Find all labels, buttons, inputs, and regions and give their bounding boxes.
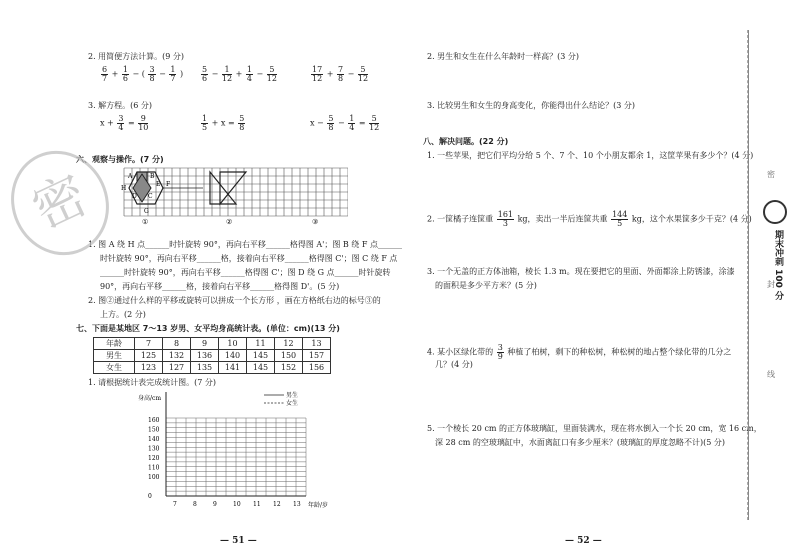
y-tick-label: 130 <box>148 445 160 453</box>
grid-label-g: G <box>144 208 149 215</box>
watermark-seal: 密 <box>0 135 126 272</box>
x-tick-label: 7 <box>173 501 177 508</box>
legend-boys: 男生 <box>286 392 299 399</box>
table-cell: 156 <box>303 362 331 374</box>
section-6-title: 六、观察与操作。(7 分) <box>76 155 164 164</box>
q2-title: 2. 用简便方法计算。(9 分) <box>88 52 185 61</box>
grid-label-f: F <box>166 181 171 188</box>
table-row <box>94 350 331 362</box>
q3-eq-2: $\frac{1}{5}$ + x = $\frac{5}{8}$ <box>202 114 245 132</box>
brand-text: 期末冲刺 100 分 <box>773 230 783 301</box>
grid-num-1: ① <box>142 218 149 226</box>
grid-num-3: ③ <box>312 218 319 226</box>
table-cell: 男生 <box>94 350 135 362</box>
shape-triangle-right <box>220 172 246 204</box>
q2-expr-1: $\frac{6}{7}$ + $\frac{1}{6}$ − ( $\frac{3}{8}$ − $\frac{1}{7}$ ) <box>102 65 184 83</box>
y-tick-label: 110 <box>148 464 160 472</box>
grid-label-e: E <box>156 181 161 188</box>
grid-label-h: H <box>121 185 127 192</box>
shape-triangle-left <box>210 172 236 204</box>
brand-logo <box>759 200 787 350</box>
grid-label-a: A <box>128 173 133 180</box>
problem-5-line2: 深 28 cm 的空玻璃缸中，水面离缸口有多少厘米？(玻璃缸的厚度忽略不计)(5 分) <box>435 438 725 447</box>
s6-q1-line2: 时针旋转 90°，再向右平移______格，接着向右平移______格得图 C'；图 C 绕 F 点 <box>100 254 398 263</box>
table-header-row <box>94 338 331 350</box>
s6-q1-line3: ______时针旋转 90°，再向右平移______格得图 C'；图 D 绕 G 点______时针旋转 <box>100 268 391 277</box>
table-cell: 127 <box>163 362 191 374</box>
problem-1: 1. 一些苹果，把它们平均分给 5 个、7 个、10 个小朋友都余 1，这筐苹果有多少个？(4 分) <box>427 151 754 160</box>
x-tick-label: 11 <box>253 501 261 508</box>
table-cell: 145 <box>247 350 275 362</box>
logo-icon <box>763 200 787 224</box>
s6-q2-line2: 上方。(2 分) <box>100 310 146 319</box>
table-cell: 12 <box>275 338 303 350</box>
q2-expr-2: $\frac{5}{6}$ − $\frac{1}{12}$ + $\frac{1}{4}$ − $\frac{5}{12}$ <box>202 65 277 83</box>
table-cell: 10 <box>219 338 247 350</box>
s6-q1-line1: 1. 图 A 绕 H 点______时针旋转 90°，再向右平移______格得图 A'；图 B 绕 F 点______ <box>88 240 402 249</box>
y-tick-label: 150 <box>148 426 160 434</box>
table-cell: 年龄 <box>94 338 135 350</box>
x-tick-label: 13 <box>293 501 301 508</box>
table-cell: 150 <box>275 350 303 362</box>
section-7-title: 七、下面是某地区 7～13 岁男、女平均身高统计表。(单位：cm)(13 分) <box>76 324 340 333</box>
seal-mark-3: 线 <box>767 370 775 379</box>
y-axis-label: 身高/cm <box>138 395 162 402</box>
s7-q1: 1. 请根据统计表完成统计图。(7 分) <box>88 378 217 387</box>
table-cell: 9 <box>191 338 219 350</box>
q3-title: 3. 解方程。(6 分) <box>88 101 153 110</box>
problem-5-line1: 5. 一个棱长 20 cm 的正方体玻璃缸，里面装满水，现在将水倒入一个长 20 cm，宽 16 cm， <box>427 424 762 433</box>
r-q2: 2. 男生和女生在什么年龄时一样高？(3 分) <box>427 52 580 61</box>
table-cell: 141 <box>219 362 247 374</box>
s6-q1-line4: 90°，再向右平移______格，接着向右平移______格得图 D'。(5 分) <box>100 282 340 291</box>
y-tick-label: 140 <box>148 436 160 443</box>
y-tick-label: 160 <box>148 417 160 424</box>
legend-girls: 女生 <box>286 400 299 407</box>
q3-eq-3: x − $\frac{5}{8}$ − $\frac{1}{4}$ = $\frac{5}{12}$ <box>310 114 380 132</box>
table-cell: 140 <box>219 350 247 362</box>
table-cell: 11 <box>247 338 275 350</box>
problem-4: 4. 某小区绿化带的 $\frac{3}{9}$ 种植了柏树，剩下的种松树，种松树的地占整个绿化带的几分之 <box>427 343 732 361</box>
y-tick-label: 0 <box>148 493 152 500</box>
transformation-grid <box>120 166 348 230</box>
y-tick-label: 120 <box>148 455 160 462</box>
problem-2: 2. 一筐橘子连筐重 $\frac{161}{3}$ kg，卖出一半后连筐共重 $\frac{144}{5}$ kg，这个水果筐多少千克？(4 分) <box>427 210 752 228</box>
right-page <box>405 0 760 553</box>
seal-mark-1: 密 <box>767 170 775 179</box>
grid-label-d: D <box>132 193 137 200</box>
table-cell: 152 <box>275 362 303 374</box>
table-cell: 135 <box>191 362 219 374</box>
height-table <box>93 337 331 374</box>
x-tick-label: 12 <box>273 501 281 508</box>
x-axis-label: 年龄/岁 <box>308 502 329 509</box>
binding-sidebar <box>748 30 793 520</box>
grid-label-c: C <box>148 193 153 200</box>
y-tick-label: 100 <box>148 474 160 481</box>
table-cell: 157 <box>303 350 331 362</box>
s6-q2-line1: 2. 图②通过什么样的平移或旋转可以拼成一个长方形 ，画在方格纸右边的标号③的 <box>88 296 381 305</box>
q3-eq-1: x + $\frac{3}{4}$ = $\frac{9}{10}$ <box>100 114 149 132</box>
section-8-title: 八、解决问题。(22 分) <box>423 137 509 146</box>
table-cell: 145 <box>247 362 275 374</box>
page-number-left: — 51 — <box>220 536 257 546</box>
seal-mark-2: 封 <box>767 280 775 289</box>
empty-line-chart <box>136 388 351 510</box>
table-cell: 女生 <box>94 362 135 374</box>
table-cell: 132 <box>163 350 191 362</box>
x-tick-label: 8 <box>193 501 197 508</box>
table-cell: 7 <box>135 338 163 350</box>
table-cell: 136 <box>191 350 219 362</box>
table-cell: 125 <box>135 350 163 362</box>
grid-label-b: B <box>150 173 155 180</box>
table-cell: 123 <box>135 362 163 374</box>
page-number-right: — 52 — <box>565 536 602 546</box>
problem-3-line2: 的面积是多少平方米？(5 分) <box>435 281 537 290</box>
r-q3: 3. 比较男生和女生的身高变化，你能得出什么结论？(3 分) <box>427 101 636 110</box>
fold-line <box>747 30 749 520</box>
table-row <box>94 362 331 374</box>
grid-num-2: ② <box>226 218 233 226</box>
table-cell: 8 <box>163 338 191 350</box>
table-cell: 13 <box>303 338 331 350</box>
x-tick-label: 10 <box>233 501 241 508</box>
problem-3-line1: 3. 一个无盖的正方体油箱，棱长 1.3 m。现在要把它的里面、外面都涂上防锈漆，涂漆 <box>427 267 735 276</box>
problem-4-line2: 几？(4 分) <box>435 360 473 369</box>
q2-expr-3: $\frac{17}{12}$ + $\frac{7}{8}$ − $\frac{5}{12}$ <box>312 65 369 83</box>
x-tick-label: 9 <box>213 501 217 508</box>
